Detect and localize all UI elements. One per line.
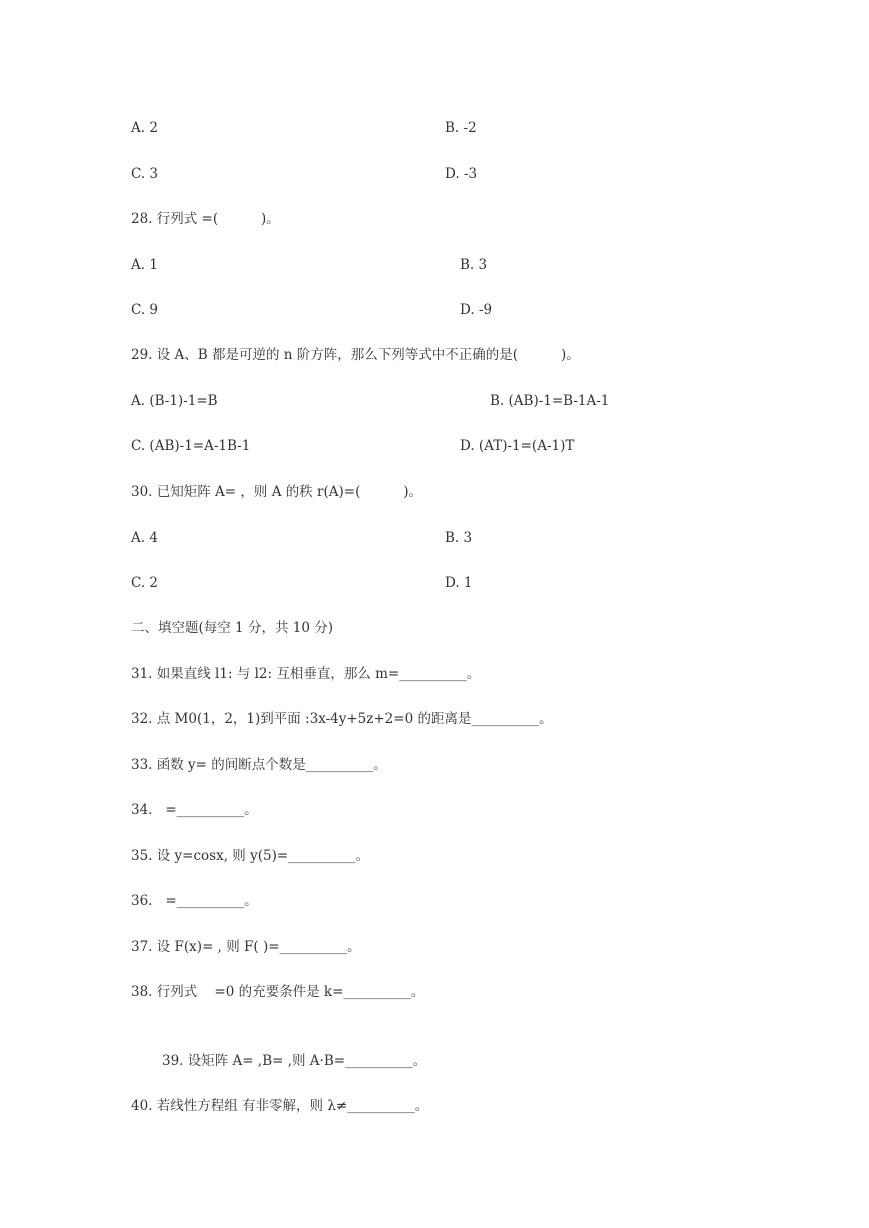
q28-option-d: D. -9 xyxy=(460,302,493,318)
q29-option-b: B. (AB)-1=B-1A-1 xyxy=(490,393,610,409)
q29-option-a: A. (B-1)-1=B xyxy=(131,393,218,409)
section-heading: 二、填空题(每空 1 分，共 10 分) xyxy=(131,620,333,636)
q37-item: 37. 设 F(x)= , 则 F( )=__________。 xyxy=(131,939,361,955)
q33-item: 33. 函数 y= 的间断点个数是__________。 xyxy=(131,757,387,773)
q30-option-c: C. 2 xyxy=(131,575,159,591)
q30-option-d: D. 1 xyxy=(445,575,473,591)
q29-option-c: C. (AB)-1=A-1B-1 xyxy=(131,438,251,454)
q31-item: 31. 如果直线 l1: 与 l2: 互相垂直，那么 m=__________。 xyxy=(131,666,481,682)
q27-option-c: C. 3 xyxy=(131,166,159,182)
q28-option-c: C. 9 xyxy=(131,302,159,318)
q28-stem: 28. 行列式 =( )。 xyxy=(131,211,280,227)
q27-option-a: A. 2 xyxy=(131,120,158,136)
q28-option-a: A. 1 xyxy=(131,257,158,273)
q36-item: 36. =__________。 xyxy=(131,893,258,909)
q27-option-b: B. -2 xyxy=(445,120,477,136)
q35-item: 35. 设 y=cosx, 则 y(5)=__________。 xyxy=(131,848,370,864)
q34-item: 34. =__________。 xyxy=(131,802,258,818)
q30-option-b: B. 3 xyxy=(445,530,473,546)
q30-stem: 30. 已知矩阵 A= ，则 A 的秩 r(A)=( )。 xyxy=(131,484,423,500)
q32-item: 32. 点 M0(1，2，1)到平面 :3x-4y+5z+2=0 的距离是__________。 xyxy=(131,711,553,727)
q29-option-d: D. (AT)-1=(A-1)T xyxy=(460,438,575,454)
q39-item: 39. 设矩阵 A= ,B= ,则 A·B=__________。 xyxy=(162,1053,427,1069)
q38-item: 38. 行列式 =0 的充要条件是 k=__________。 xyxy=(131,984,425,1000)
q40-item: 40. 若线性方程组 有非零解，则 λ≠__________。 xyxy=(131,1098,429,1114)
q29-stem: 29. 设 A、B 都是可逆的 n 阶方阵，那么下列等式中不正确的是( )。 xyxy=(131,347,580,363)
q27-option-d: D. -3 xyxy=(445,166,478,182)
q28-option-b: B. 3 xyxy=(460,257,488,273)
q30-option-a: A. 4 xyxy=(131,530,158,546)
